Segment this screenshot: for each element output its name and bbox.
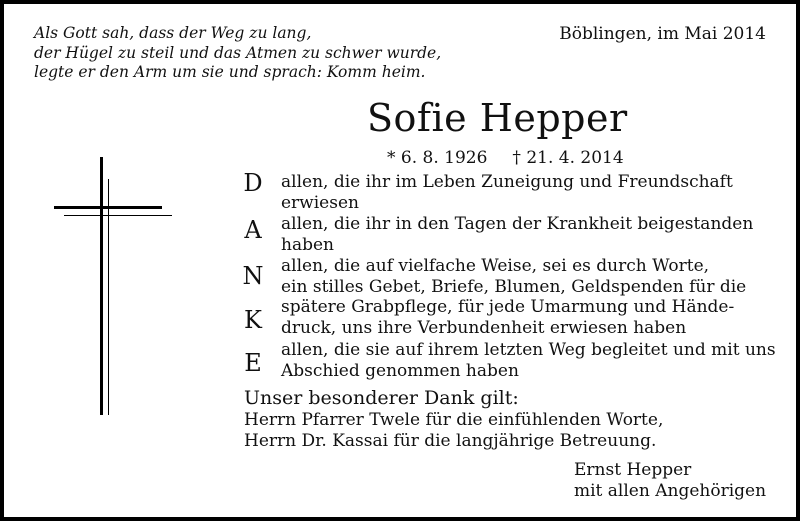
danke-entry <box>281 214 753 255</box>
acrostic-letter-k: K <box>244 306 262 334</box>
memorial-poem <box>34 24 441 83</box>
poem-line: legte er den Arm um sie und sprach: Komm heim. <box>34 63 426 81</box>
entry-line: druck, uns ihre Verbundenheit erwiesen haben <box>281 317 687 338</box>
special-thanks-line: Herrn Dr. Kassai für die langjährige Betreuung. <box>244 431 657 451</box>
entry-line: allen, die sie auf ihrem letzten Weg begleitet und mit uns <box>281 340 776 360</box>
deceased-name: Sofie Hepper <box>367 96 628 140</box>
danke-entry <box>281 172 733 213</box>
special-thanks-heading: Unser besonderer Dank gilt: <box>244 387 519 409</box>
entry-line: allen, die ihr in den Tagen der Krankheit beigestanden <box>281 214 754 234</box>
entry-line: allen, die auf vielfache Weise, sei es durch Worte, <box>281 256 710 276</box>
acrostic-letter-n: N <box>242 262 264 290</box>
poem-line: Als Gott sah, dass der Weg zu lang, <box>34 24 312 42</box>
entry-line: haben <box>281 234 334 255</box>
signature <box>574 460 766 502</box>
danke-entry <box>281 340 776 381</box>
acrostic-letter-d: D <box>243 169 263 197</box>
entry-line: allen, die ihr im Leben Zuneigung und Freundschaft <box>281 172 733 192</box>
life-dates <box>387 148 624 168</box>
danke-entry <box>281 256 746 338</box>
signature-family: mit allen Angehörigen <box>574 481 767 501</box>
acrostic-letter-a: A <box>244 216 262 244</box>
acrostic-letter-e: E <box>244 349 262 377</box>
birth-date: * 6. 8. 1926 <box>387 148 488 168</box>
death-date: † 21. 4. 2014 <box>512 148 624 168</box>
signature-name: Ernst Hepper <box>574 460 692 480</box>
special-thanks-list <box>244 410 663 452</box>
cross-vertical-bar <box>100 157 103 415</box>
entry-line: spätere Grabpflege, für jede Umarmung und Hände- <box>281 297 735 317</box>
entry-line: ein stilles Gebet, Briefe, Blumen, Geldspenden für die <box>281 276 747 297</box>
cross-horizontal-line <box>64 215 172 216</box>
special-thanks-line: Herrn Pfarrer Twele für die einfühlenden Worte, <box>244 410 664 430</box>
cross-horizontal-bar <box>54 206 162 209</box>
place-and-date: Böblingen, im Mai 2014 <box>559 24 766 44</box>
entry-line: Abschied genommen haben <box>281 360 519 381</box>
poem-line: der Hügel zu steil und das Atmen zu schwer wurde, <box>34 43 442 62</box>
entry-line: erwiesen <box>281 192 359 213</box>
